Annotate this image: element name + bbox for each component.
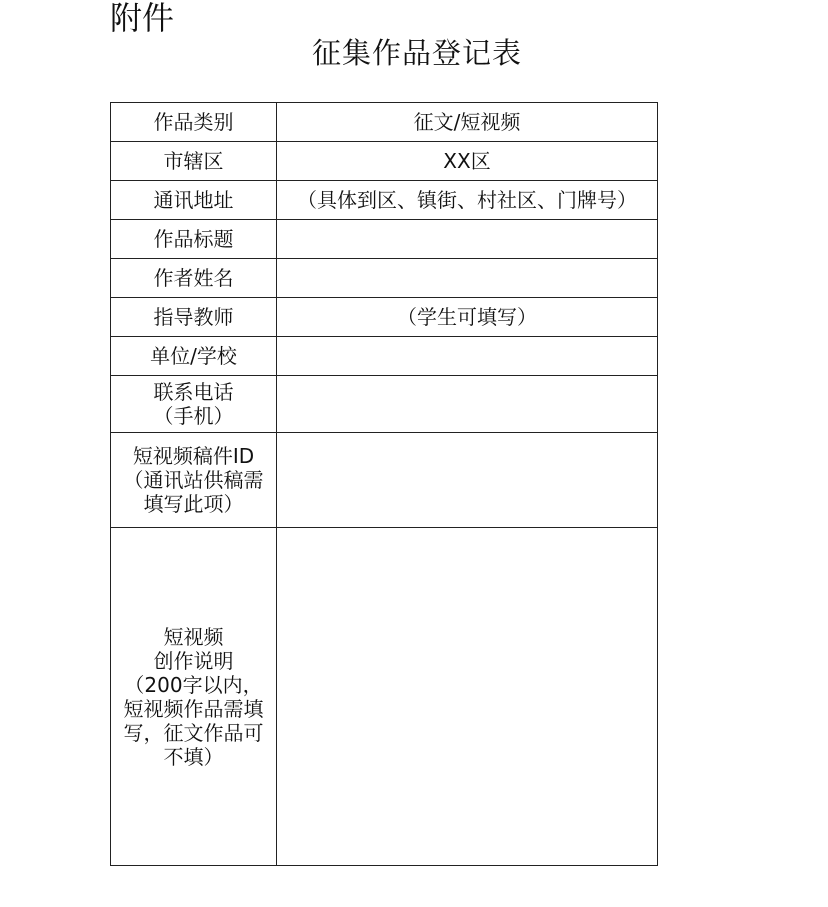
table-row	[111, 337, 658, 376]
table-row	[111, 220, 658, 259]
address-label: 通讯地址	[111, 181, 277, 220]
table-row	[111, 528, 658, 866]
video-id-field[interactable]	[277, 433, 658, 528]
table-row	[111, 142, 658, 181]
instructor-field[interactable]: （学生可填写）	[277, 298, 658, 337]
table-row	[111, 259, 658, 298]
work-title-label: 作品标题	[111, 220, 277, 259]
district-label: 市辖区	[111, 142, 277, 181]
creation-notes-field[interactable]	[277, 528, 658, 866]
table-row	[111, 181, 658, 220]
video-id-label: 短视频稿件ID （通讯站供稿需 填写此项）	[111, 433, 277, 528]
school-field[interactable]	[277, 337, 658, 376]
creation-notes-label: 短视频 创作说明 （200字以内， 短视频作品需填 写，征文作品可 不填）	[111, 528, 277, 866]
phone-label: 联系电话 （手机）	[111, 376, 277, 433]
page-title: 征集作品登记表	[311, 36, 522, 70]
table-row	[111, 433, 658, 528]
attachment-label: 附件	[110, 0, 175, 37]
table-row	[111, 298, 658, 337]
author-name-field[interactable]	[277, 259, 658, 298]
school-label: 单位/学校	[111, 337, 277, 376]
category-label: 作品类别	[111, 103, 277, 142]
address-field[interactable]: （具体到区、镇街、村社区、门牌号）	[277, 181, 658, 220]
author-name-label: 作者姓名	[111, 259, 277, 298]
registration-form-table	[110, 102, 658, 866]
phone-field[interactable]	[277, 376, 658, 433]
work-title-field[interactable]	[277, 220, 658, 259]
district-field[interactable]: XX区	[277, 142, 658, 181]
category-field[interactable]: 征文/短视频	[277, 103, 658, 142]
table-row	[111, 103, 658, 142]
table-row	[111, 376, 658, 433]
instructor-label: 指导教师	[111, 298, 277, 337]
